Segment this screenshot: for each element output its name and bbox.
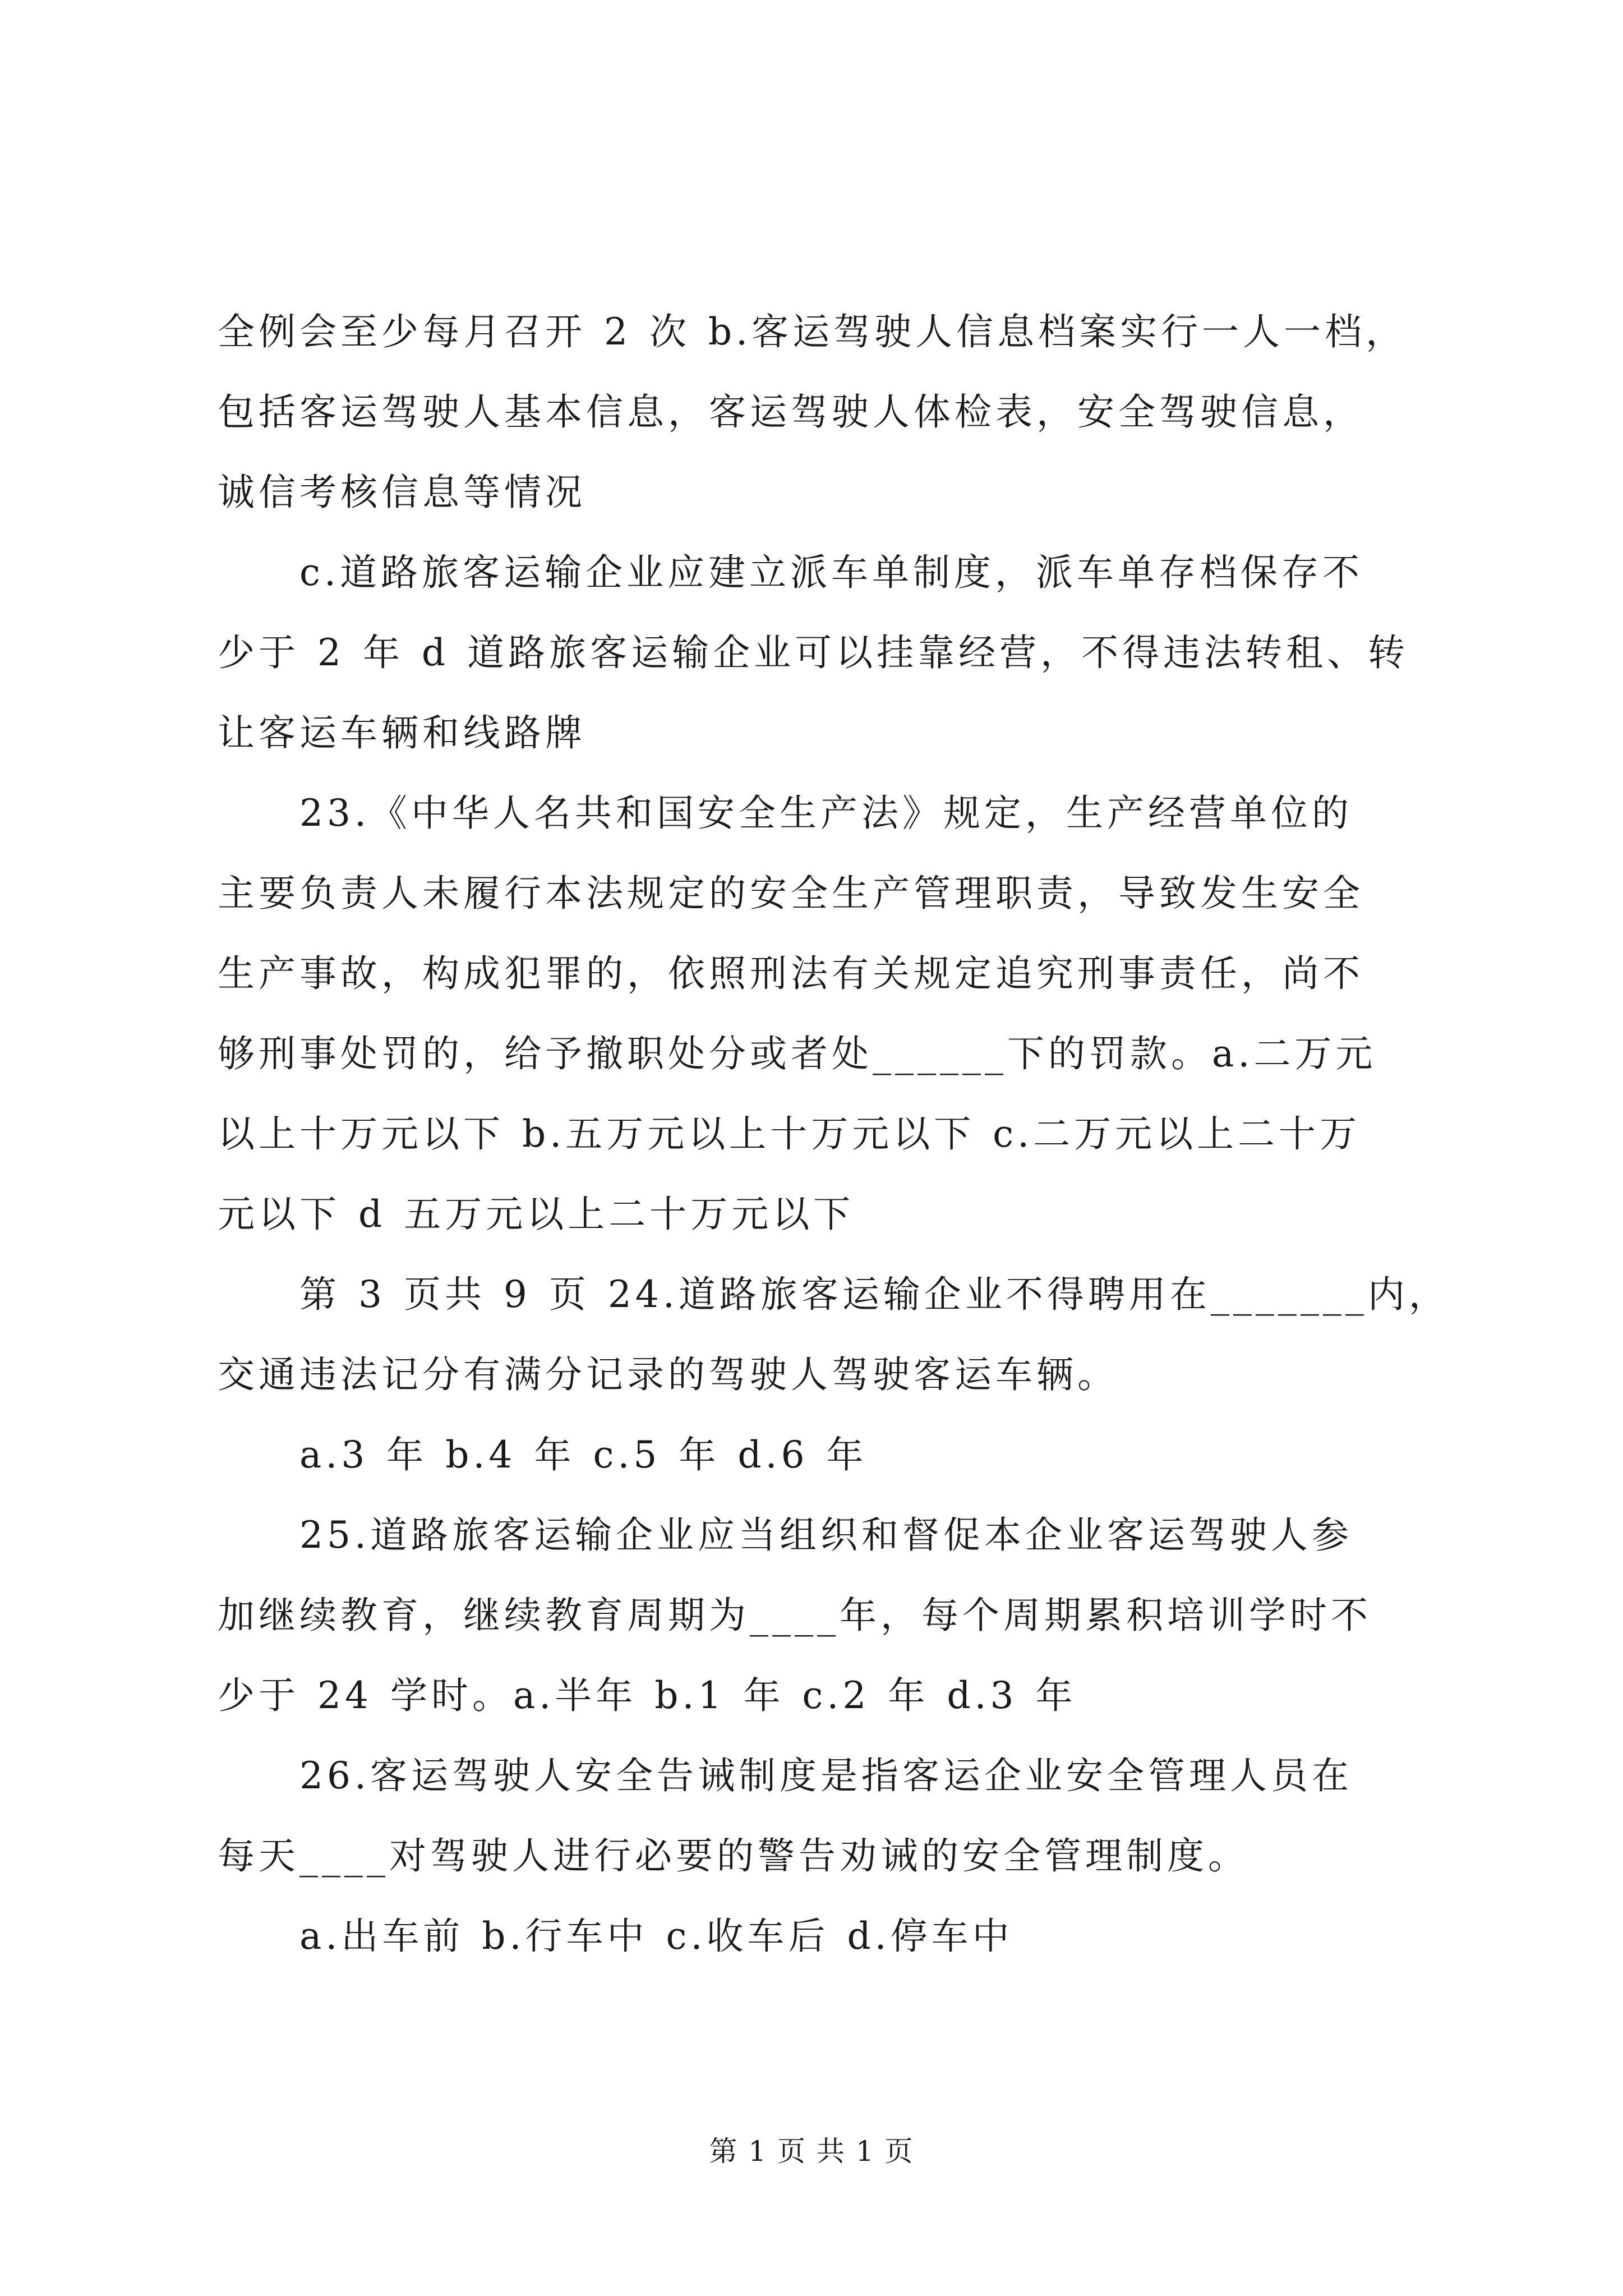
- question-25-line: 25.道路旅客运输企业应当组织和督促本企业客运驾驶人参: [299, 1513, 1353, 1557]
- text-line: 以上十万元以下 b.五万元以上十万元以下 c.二万元以上二十万: [218, 1112, 1361, 1156]
- question-23-line: 23.《中华人名共和国安全生产法》规定，生产经营单位的: [299, 792, 1353, 835]
- question-24-line: 第 3 页共 9 页 24.道路旅客运输企业不得聘用在_______内，: [299, 1273, 1450, 1316]
- text-line: 够刑事处罚的，给予撤职处分或者处______下的罚款。a.二万元: [218, 1032, 1377, 1075]
- answer-options-line: a.3 年 b.4 年 c.5 年 d.6 年: [299, 1433, 868, 1476]
- text-line: 包括客运驾驶人基本信息，客运驾驶人体检表，安全驾驶信息，: [218, 390, 1364, 434]
- text-line: 交通违法记分有满分记录的驾驶人驾驶客运车辆。: [218, 1353, 1118, 1396]
- text-line: 少于 24 学时。a.半年 b.1 年 c.2 年 d.3 年: [218, 1674, 1077, 1717]
- question-26-line: 26.客运驾驶人安全告诫制度是指客运企业安全管理人员在: [299, 1754, 1353, 1797]
- text-line: 诚信考核信息等情况: [218, 471, 586, 514]
- answer-options-line: a.出车前 b.行车中 c.收车后 d.停车中: [299, 1915, 1013, 1958]
- text-line: 每天____对驾驶人进行必要的警告劝诫的安全管理制度。: [218, 1834, 1249, 1878]
- page-footer: 第 1 页 共 1 页: [709, 2135, 914, 2168]
- text-line: 主要负责人未履行本法规定的安全生产管理职责，导致发生安全: [218, 872, 1364, 915]
- text-line: 少于 2 年 d 道路旅客运输企业可以挂靠经营，不得违法转租、转: [218, 631, 1409, 674]
- text-line: 让客运车辆和线路牌: [218, 711, 586, 754]
- text-line: 元以下 d 五万元以上二十万元以下: [218, 1193, 855, 1236]
- text-line: c.道路旅客运输企业应建立派车单制度，派车单存档保存不: [299, 551, 1363, 594]
- text-line: 生产事故，构成犯罪的，依照刑法有关规定追究刑事责任，尚不: [218, 952, 1364, 995]
- document-body: [218, 292, 1450, 1976]
- text-line: 加继续教育，继续教育周期为____年，每个周期累积培训学时不: [218, 1594, 1372, 1637]
- text-line: 全例会至少每月召开 2 次 b.客运驾驶人信息档案实行一人一档，: [218, 310, 1407, 353]
